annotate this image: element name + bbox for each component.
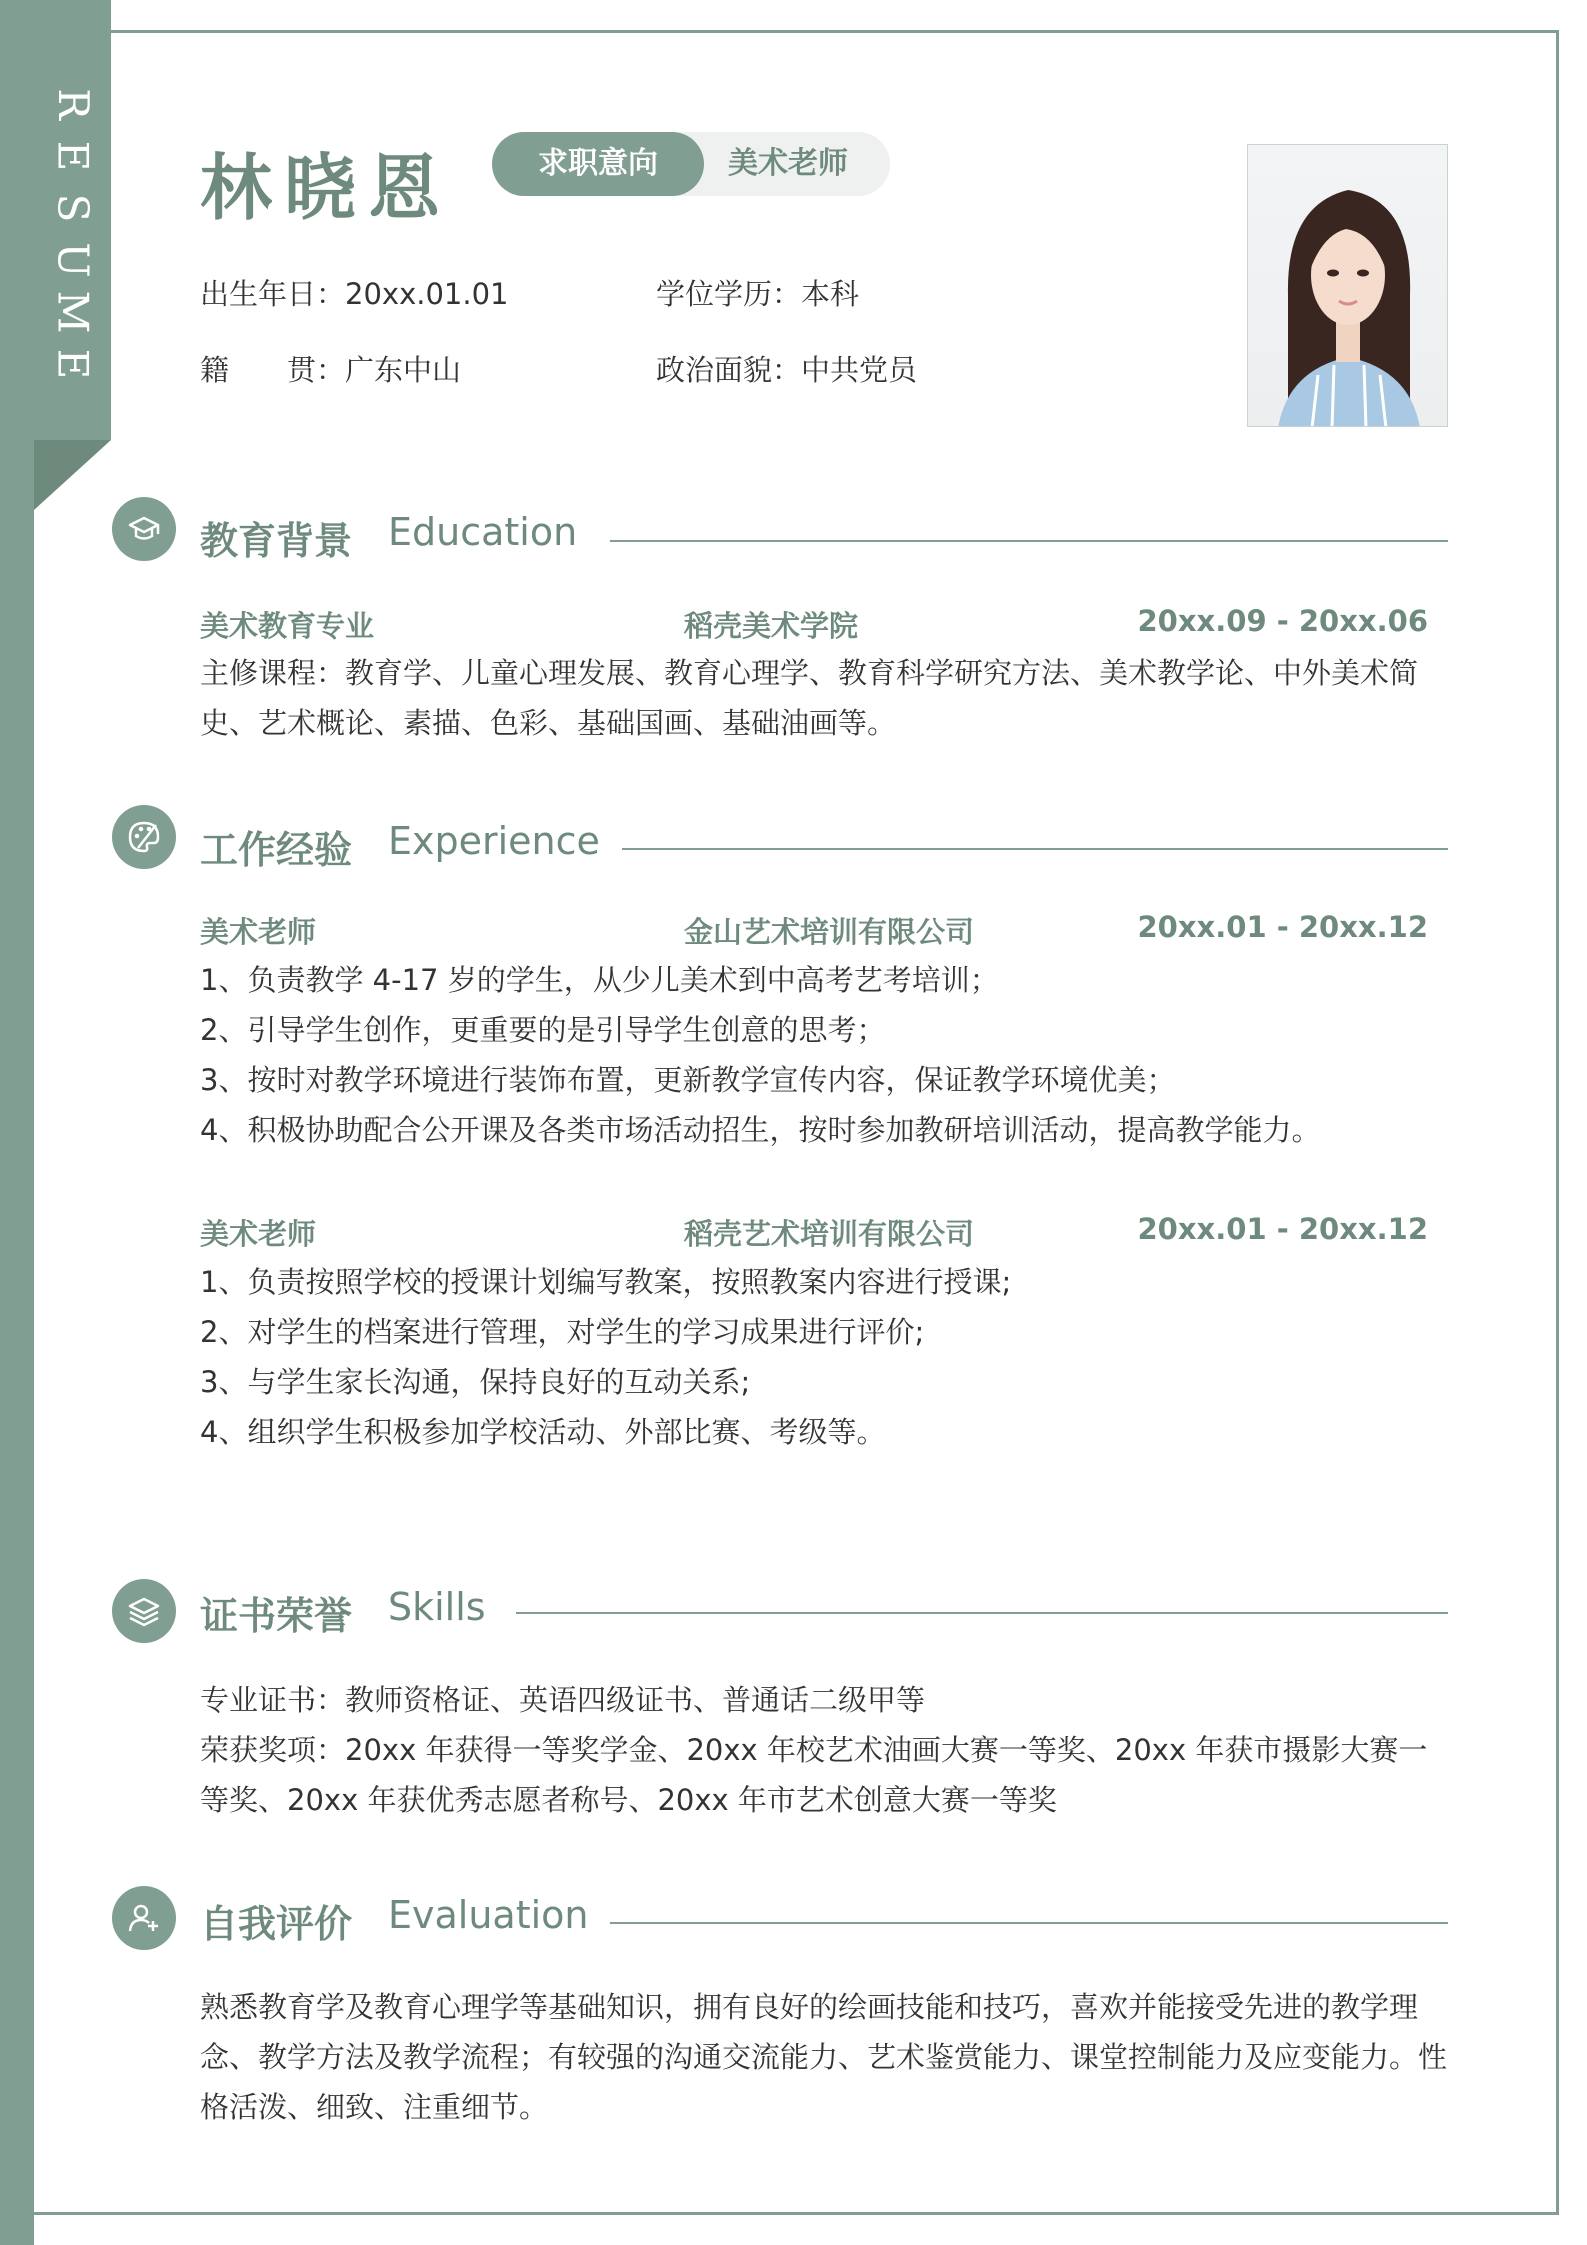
resume-letter: M bbox=[48, 290, 98, 334]
evaluation-text: 熟悉教育学及教育心理学等基础知识，拥有良好的绘画技能和技巧，喜欢并能接受先进的教学理念、教学方法及教学流程；有较强的沟通交流能力、艺术鉴赏能力、课堂控制能力及应变能力。性格活泼、细致、注重细节。 bbox=[200, 1990, 1448, 2124]
resume-tab-fold bbox=[34, 440, 111, 510]
resume-letter: E bbox=[48, 140, 98, 172]
certificates-text: 专业证书：教师资格证、英语四级证书、普通话二级甲等 bbox=[200, 1683, 926, 1717]
job-role: 美术老师 bbox=[200, 1217, 317, 1251]
education-title: 教育背景 bbox=[200, 519, 353, 563]
experience-title-en: Experience bbox=[388, 819, 600, 863]
skills-title: 证书荣誉 bbox=[200, 1594, 353, 1638]
candidate-name: 林晓恩 bbox=[200, 146, 453, 230]
duty-item: 3、与学生家长沟通，保持良好的互动关系; bbox=[200, 1365, 751, 1399]
info-birth: 出生年日：20xx.01.01 bbox=[200, 277, 509, 311]
courses-text: 主修课程：教育学、儿童心理发展、教育心理学、教育科学研究方法、美术教学论、中外美术简史、艺术概论、素描、色彩、基础国画、基础油画等。 bbox=[200, 656, 1419, 740]
palette-icon bbox=[112, 805, 176, 869]
resume-letter: S bbox=[48, 193, 98, 223]
education-major: 美术教育专业 bbox=[200, 609, 375, 643]
job-duties bbox=[200, 955, 1448, 1155]
education-courses bbox=[200, 648, 1448, 748]
job-company: 稻壳艺术培训有限公司 bbox=[684, 1217, 975, 1251]
resume-letter: E bbox=[48, 348, 98, 380]
info-degree: 学位学历：本科 bbox=[656, 277, 860, 311]
resume-vertical-label bbox=[34, 78, 111, 390]
job-intention-label: 求职意向 bbox=[492, 132, 704, 196]
skills-title-en: Skills bbox=[388, 1585, 486, 1629]
portrait-illustration bbox=[1248, 145, 1448, 427]
experience-title: 工作经验 bbox=[200, 828, 353, 872]
education-date: 20xx.09 - 20xx.06 bbox=[1137, 604, 1428, 638]
duty-item: 1、负责教学 4-17 岁的学生，从少儿美术到中高考艺考培训； bbox=[200, 963, 999, 997]
job-date: 20xx.01 - 20xx.12 bbox=[1137, 1212, 1428, 1246]
resume-letter: R bbox=[48, 88, 98, 120]
evaluation-title: 自我评价 bbox=[200, 1902, 353, 1946]
duty-item: 2、对学生的档案进行管理，对学生的学习成果进行评价; bbox=[200, 1315, 925, 1349]
awards-text: 荣获奖项：20xx 年获得一等奖学金、20xx 年校艺术油画大赛一等奖、20xx 年获市摄影大赛一等奖、20xx 年获优秀志愿者称号、20xx 年市艺术创意大赛一等奖 bbox=[200, 1733, 1428, 1817]
profile-photo bbox=[1247, 144, 1448, 427]
duty-item: 4、积极协助配合公开课及各类市场活动招生，按时参加教研培训活动，提高教学能力。 bbox=[200, 1113, 1321, 1147]
layers-icon bbox=[112, 1579, 176, 1643]
resume-letter: U bbox=[48, 242, 98, 278]
page-border-bottom bbox=[34, 2212, 111, 2215]
job-duties bbox=[200, 1257, 1448, 1457]
info-politics: 政治面貌：中共党员 bbox=[656, 353, 918, 387]
job-role: 美术老师 bbox=[200, 915, 317, 949]
info-origin: 籍 贯：广东中山 bbox=[200, 353, 462, 387]
section-divider bbox=[610, 1922, 1448, 1924]
section-divider bbox=[622, 848, 1448, 850]
duty-item: 3、按时对教学环境进行装饰布置，更新教学宣传内容，保证教学环境优美； bbox=[200, 1063, 1176, 1097]
left-sidebar-strip bbox=[0, 0, 34, 2245]
education-school: 稻壳美术学院 bbox=[684, 609, 859, 643]
duty-item: 4、组织学生积极参加学校活动、外部比赛、考级等。 bbox=[200, 1415, 886, 1449]
job-intention-value: 美术老师 bbox=[728, 146, 848, 181]
user-add-icon bbox=[112, 1886, 176, 1950]
job-date: 20xx.01 - 20xx.12 bbox=[1137, 910, 1428, 944]
section-divider bbox=[610, 540, 1448, 542]
duty-item: 1、负责按照学校的授课计划编写教案，按照教案内容进行授课; bbox=[200, 1265, 1012, 1299]
skills-content bbox=[200, 1675, 1448, 1825]
evaluation-content bbox=[200, 1982, 1448, 2132]
section-divider bbox=[516, 1612, 1448, 1614]
duty-item: 2、引导学生创作，更重要的是引导学生创意的思考； bbox=[200, 1013, 886, 1047]
job-company: 金山艺术培训有限公司 bbox=[684, 915, 975, 949]
graduation-cap-icon bbox=[112, 497, 176, 561]
evaluation-title-en: Evaluation bbox=[388, 1893, 589, 1937]
education-title-en: Education bbox=[388, 510, 578, 554]
